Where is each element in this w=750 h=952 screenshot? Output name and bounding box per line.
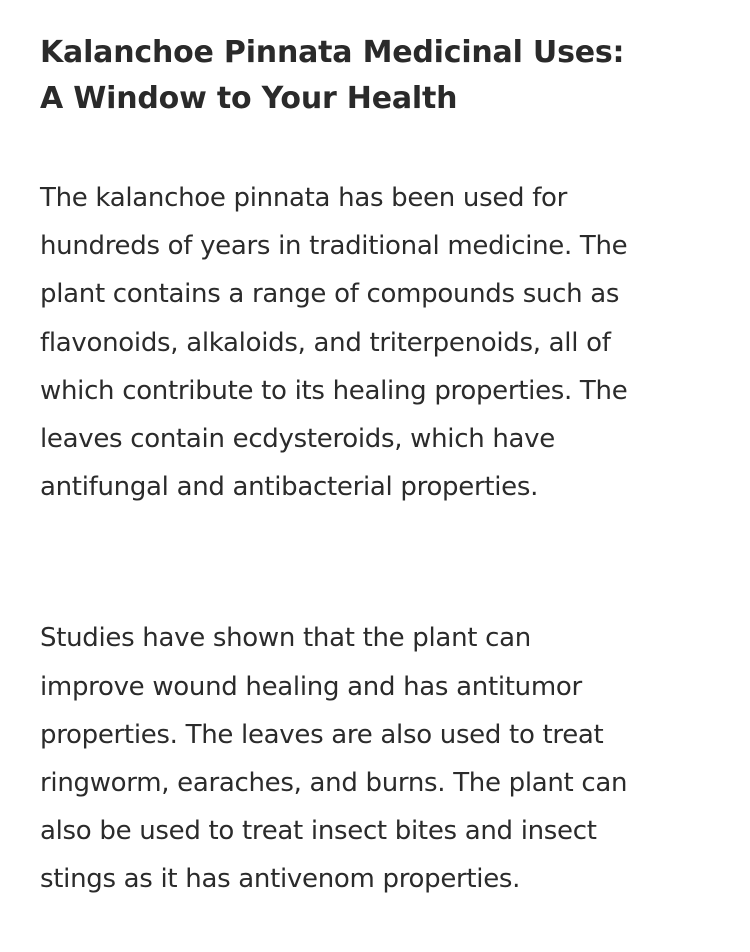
article-title [40,30,720,122]
text-line: also be used to treat insect bites and insect [40,816,597,847]
text-line: improve wound healing and has antitumor [40,671,582,702]
text-line: hundreds of years in traditional medicine. The [40,231,628,262]
title-line: A Window to Your Health [40,81,458,116]
text-line: leaves contain ecdysteroids, which have [40,424,555,455]
text-line: The kalanchoe pinnata has been used for [40,183,568,213]
paragraph-studies [40,614,720,903]
text-line: Studies have shown that the plant can [40,623,531,654]
text-line: which contribute to its healing properties. The [40,375,628,406]
paragraph-intro [40,174,720,511]
text-line: antifungal and antibacterial properties. [40,472,539,503]
text-line: ringworm, earaches, and burns. The plant can [40,768,628,799]
text-line: plant contains a range of compounds such as [40,279,620,310]
article [40,30,720,904]
title-line: Kalanchoe Pinnata Medicinal Uses: [40,35,625,70]
text-line: properties. The leaves are also used to treat [40,719,604,750]
text-line: stings as it has antivenom properties. [40,864,521,895]
text-line: flavonoids, alkaloids, and triterpenoids, all of [40,327,611,358]
